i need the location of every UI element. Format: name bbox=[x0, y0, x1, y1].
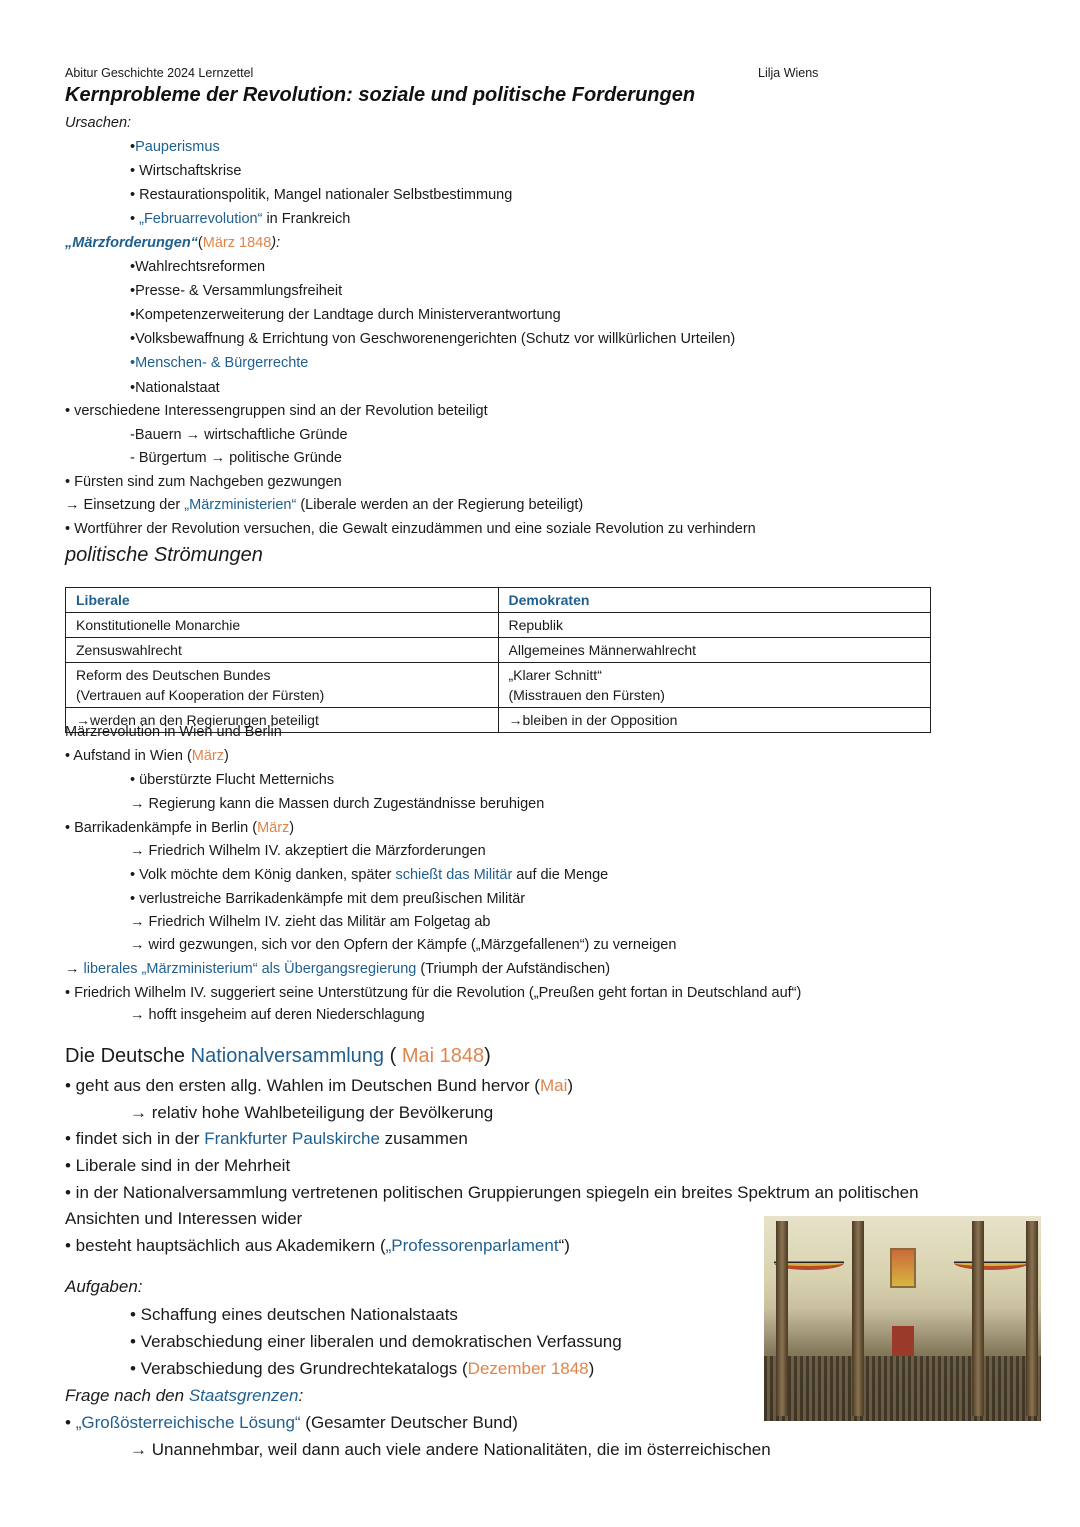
list-item: - Bürgertum → politische Gründe bbox=[130, 450, 342, 466]
list-item: • besteht hauptsächlich aus Akademikern („Professorenparlament“) bbox=[65, 1236, 570, 1255]
page-title: Kernprobleme der Revolution: soziale und politische Forderungen bbox=[65, 84, 696, 106]
pillar bbox=[1026, 1221, 1038, 1416]
list-item: • Verabschiedung einer liberalen und demokratischen Verfassung bbox=[130, 1332, 622, 1351]
list-item: • Fürsten sind zum Nachgeben gezwungen bbox=[65, 474, 342, 490]
list-item: • Aufstand in Wien (März) bbox=[65, 748, 229, 764]
table-cell: Konstitutionelle Monarchie bbox=[66, 613, 499, 638]
list-item: • in der Nationalversammlung vertretenen politischen Gruppierungen spiegeln ein breites Spektrum an politischen bbox=[65, 1183, 919, 1202]
pillar bbox=[776, 1221, 788, 1416]
list-item: -Bauern → wirtschaftliche Gründe bbox=[130, 427, 348, 443]
table-cell: →bleiben in der Opposition bbox=[498, 708, 931, 733]
list-item: •Kompetenzerweiterung der Landtage durch Ministerverantwortung bbox=[130, 307, 561, 323]
list-item: Ansichten und Interessen wider bbox=[65, 1209, 303, 1228]
list-item: •Pauperismus bbox=[130, 139, 220, 155]
list-item: •Menschen- & Bürgerrechte bbox=[130, 355, 309, 371]
document-header-left: Abitur Geschichte 2024 Lernzettel bbox=[65, 66, 254, 80]
list-item: → liberales „Märzministerium“ als Übergangsregierung (Triumph der Aufständischen) bbox=[65, 961, 611, 977]
table-header-demokraten: Demokraten bbox=[498, 588, 931, 613]
pillar bbox=[972, 1221, 984, 1416]
list-item: • findet sich in der Frankfurter Paulskirche zusammen bbox=[65, 1129, 468, 1148]
list-item: • überstürzte Flucht Metternichs bbox=[130, 772, 335, 788]
section-heading-ursachen: Ursachen: bbox=[65, 115, 132, 131]
section-heading-staatsgrenzen: Frage nach den Staatsgrenzen: bbox=[65, 1386, 304, 1405]
list-item: •Wahlrechtsreformen bbox=[130, 259, 266, 275]
list-item: • Barrikadenkämpfe in Berlin (März) bbox=[65, 820, 295, 836]
list-item: • „Februarrevolution“ in Frankreich bbox=[130, 211, 351, 227]
drape-decoration bbox=[954, 1256, 1029, 1270]
table-cell: Reform des Deutschen Bundes (Vertrauen auf Kooperation der Fürsten) bbox=[66, 663, 499, 708]
table-cell: Allgemeines Männerwahlrecht bbox=[498, 638, 931, 663]
list-item: • Schaffung eines deutschen Nationalstaats bbox=[130, 1305, 458, 1324]
list-item: → Regierung kann die Massen durch Zugeständnisse beruhigen bbox=[130, 796, 545, 812]
section-heading-nationalversammlung: Die Deutsche Nationalversammlung ( Mai 1848) bbox=[65, 1045, 491, 1067]
table-header-row bbox=[66, 588, 931, 613]
paulskirche-image bbox=[764, 1216, 1041, 1421]
list-item: → hofft insgeheim auf deren Niederschlagung bbox=[130, 1007, 425, 1023]
document-header-author: Lilja Wiens bbox=[758, 66, 819, 80]
list-item: • verlustreiche Barrikadenkämpfe mit dem preußischen Militär bbox=[130, 891, 526, 907]
list-item: • „Großösterreichische Lösung“ (Gesamter Deutscher Bund) bbox=[65, 1413, 518, 1432]
section-heading-maerzrevolution: Märzrevolution in Wien und Berlin bbox=[65, 724, 282, 740]
list-item: • Friedrich Wilhelm IV. suggeriert seine Unterstützung für die Revolution („Preußen geht fortan in Deutschland auf“) bbox=[65, 985, 802, 1001]
list-item: → Friedrich Wilhelm IV. zieht das Militär am Folgetag ab bbox=[130, 914, 491, 930]
table-cell: Zensuswahlrecht bbox=[66, 638, 499, 663]
list-item: → wird gezwungen, sich vor den Opfern der Kämpfe („Märzgefallenen“) zu verneigen bbox=[130, 937, 677, 953]
list-item: → Einsetzung der „Märzministerien“ (Liberale werden an der Regierung beteiligt) bbox=[65, 497, 584, 513]
table-row bbox=[66, 613, 931, 638]
list-item: •Volksbewaffnung & Errichtung von Geschworenengerichten (Schutz vor willkürlichen Urteilen) bbox=[130, 331, 736, 347]
list-item: • Restaurationspolitik, Mangel nationaler Selbstbestimmung bbox=[130, 187, 513, 203]
list-item: • Liberale sind in der Mehrheit bbox=[65, 1156, 291, 1175]
section-heading-maerzforderungen: „Märzforderungen“(März 1848): bbox=[65, 235, 281, 251]
table-cell: →werden an den Regierungen beteiligt bbox=[66, 708, 499, 733]
list-item: → relativ hohe Wahlbeteiligung der Bevölkerung bbox=[130, 1103, 494, 1122]
list-item: • Wirtschaftskrise bbox=[130, 163, 242, 179]
section-heading-aufgaben: Aufgaben: bbox=[65, 1277, 143, 1296]
table-row bbox=[66, 663, 931, 708]
table-header-liberale: Liberale bbox=[66, 588, 499, 613]
table-row bbox=[66, 638, 931, 663]
section-heading-stroemungen: politische Strömungen bbox=[65, 544, 263, 566]
list-item: • Verabschiedung des Grundrechtekatalogs (Dezember 1848) bbox=[130, 1359, 595, 1378]
list-item: •Nationalstaat bbox=[130, 380, 220, 396]
podium bbox=[892, 1326, 914, 1356]
table-cell: „Klarer Schnitt“ (Misstrauen den Fürsten) bbox=[498, 663, 931, 708]
comparison-table bbox=[65, 587, 931, 733]
list-item: •Presse- & Versammlungsfreiheit bbox=[130, 283, 343, 299]
crowd bbox=[764, 1356, 1041, 1421]
painting-germania bbox=[890, 1248, 916, 1288]
list-item: • geht aus den ersten allg. Wahlen im Deutschen Bund hervor (Mai) bbox=[65, 1076, 574, 1095]
list-item: • Volk möchte dem König danken, später schießt das Militär auf die Menge bbox=[130, 867, 609, 883]
table-cell: Republik bbox=[498, 613, 931, 638]
list-item: • Wortführer der Revolution versuchen, die Gewalt einzudämmen und eine soziale Revolution zu verhindern bbox=[65, 521, 756, 537]
pillar bbox=[852, 1221, 864, 1416]
list-item: • verschiedene Interessengruppen sind an der Revolution beteiligt bbox=[65, 403, 488, 419]
list-item: → Friedrich Wilhelm IV. akzeptiert die Märzforderungen bbox=[130, 843, 486, 859]
list-item: → Unannehmbar, weil dann auch viele andere Nationalitäten, die im österreichischen bbox=[130, 1440, 771, 1459]
